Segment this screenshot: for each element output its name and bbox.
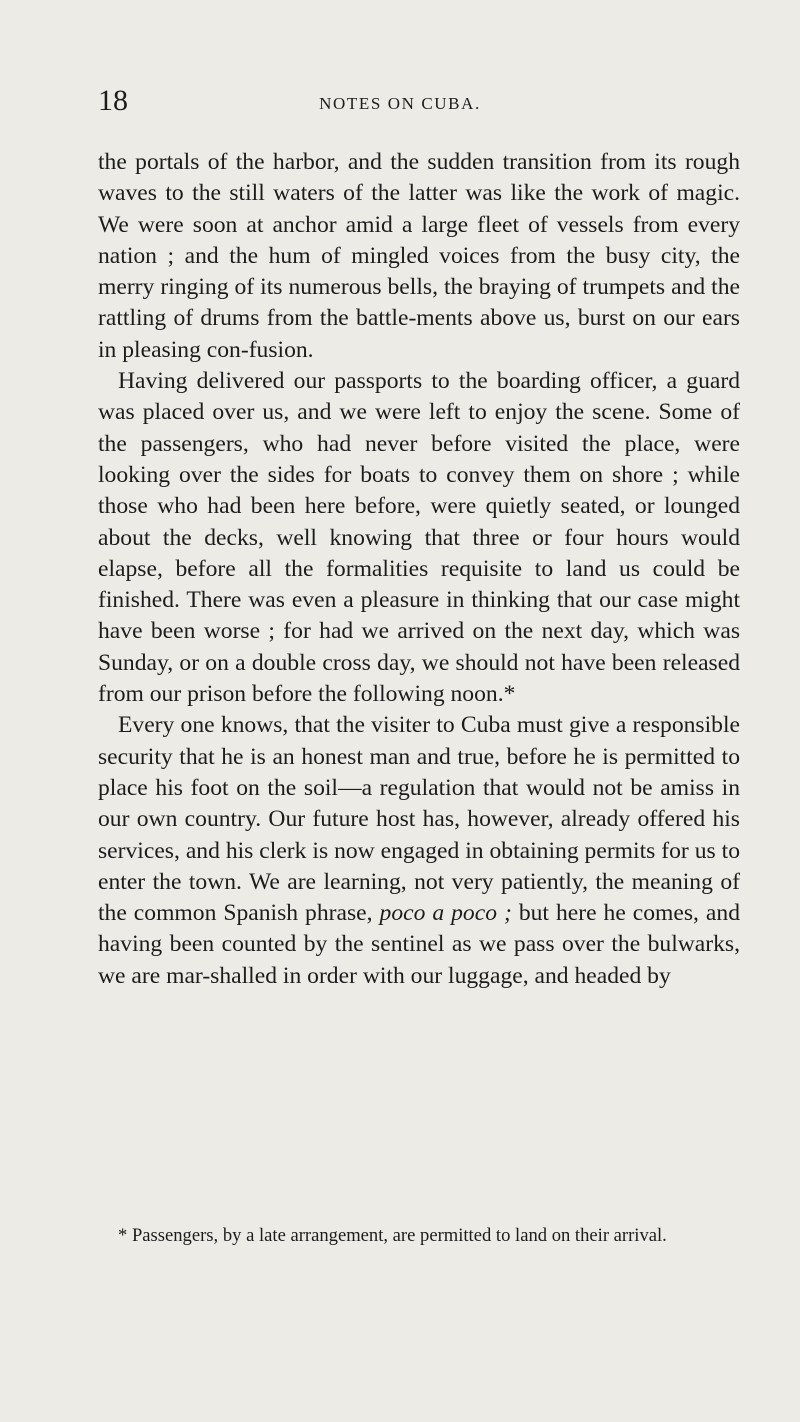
page-number: 18	[98, 84, 128, 117]
body-text	[98, 147, 740, 992]
footnote-text: * Passengers, by a late arrangement, are permitted to land on their arrival.	[118, 1225, 667, 1246]
paragraph-1	[98, 147, 740, 366]
paragraph-1-text: the portals of the harbor, and the sudden transition from its rough waves to the still waters of the latter was like the work of magic. We were soon at anchor amid a large fleet of vessels from every nation ; and the hum of mingled voices from the busy city, the merry ringing of its numerous bells, the braying of trumpets and the rattling of drums from the battle-ments above us, burst on our ears in pleasing con-fusion.	[98, 149, 740, 363]
paragraph-2	[98, 366, 740, 710]
running-title: NOTES ON CUBA.	[319, 94, 481, 113]
paragraph-2-text: Having delivered our passports to the boarding officer, a guard was placed over us, and we were left to enjoy the scene. Some of the passengers, who had never before visited the place, were looking over the sides for boats to convey them on shore ; while those who had been here before, were quietly seated, or lounged about the decks, well knowing that three or four hours would elapse, before all the formalities requisite to land us could be finished. There was even a pleasure in thinking that our case might have been worse ; for had we arrived on the next day, which was Sunday, or on a double cross day, we should not have been released from our prison before the following noon.*	[98, 368, 740, 708]
paragraph-3-text-continued: but here he comes, and having been counted by the sentinel as we pass over the bulwarks, we are mar-shalled in order with our luggage, and headed by	[98, 900, 741, 989]
footnote	[98, 1226, 740, 1246]
paragraph-3	[98, 710, 740, 992]
paragraph-3-text: Every one knows, that the visiter to Cuba must give a responsible security that he is an honest man and true, before he is permitted to place his foot on the soil—a regulation that would not be amiss in our own country. Our future host has, however, already offered his services, and his clerk is now engaged in obtaining permits for us to enter the town. We are learning, not very patiently, the meaning of the common Spanish phrase,	[98, 712, 740, 927]
spanish-phrase: poco a poco ;	[379, 900, 512, 927]
